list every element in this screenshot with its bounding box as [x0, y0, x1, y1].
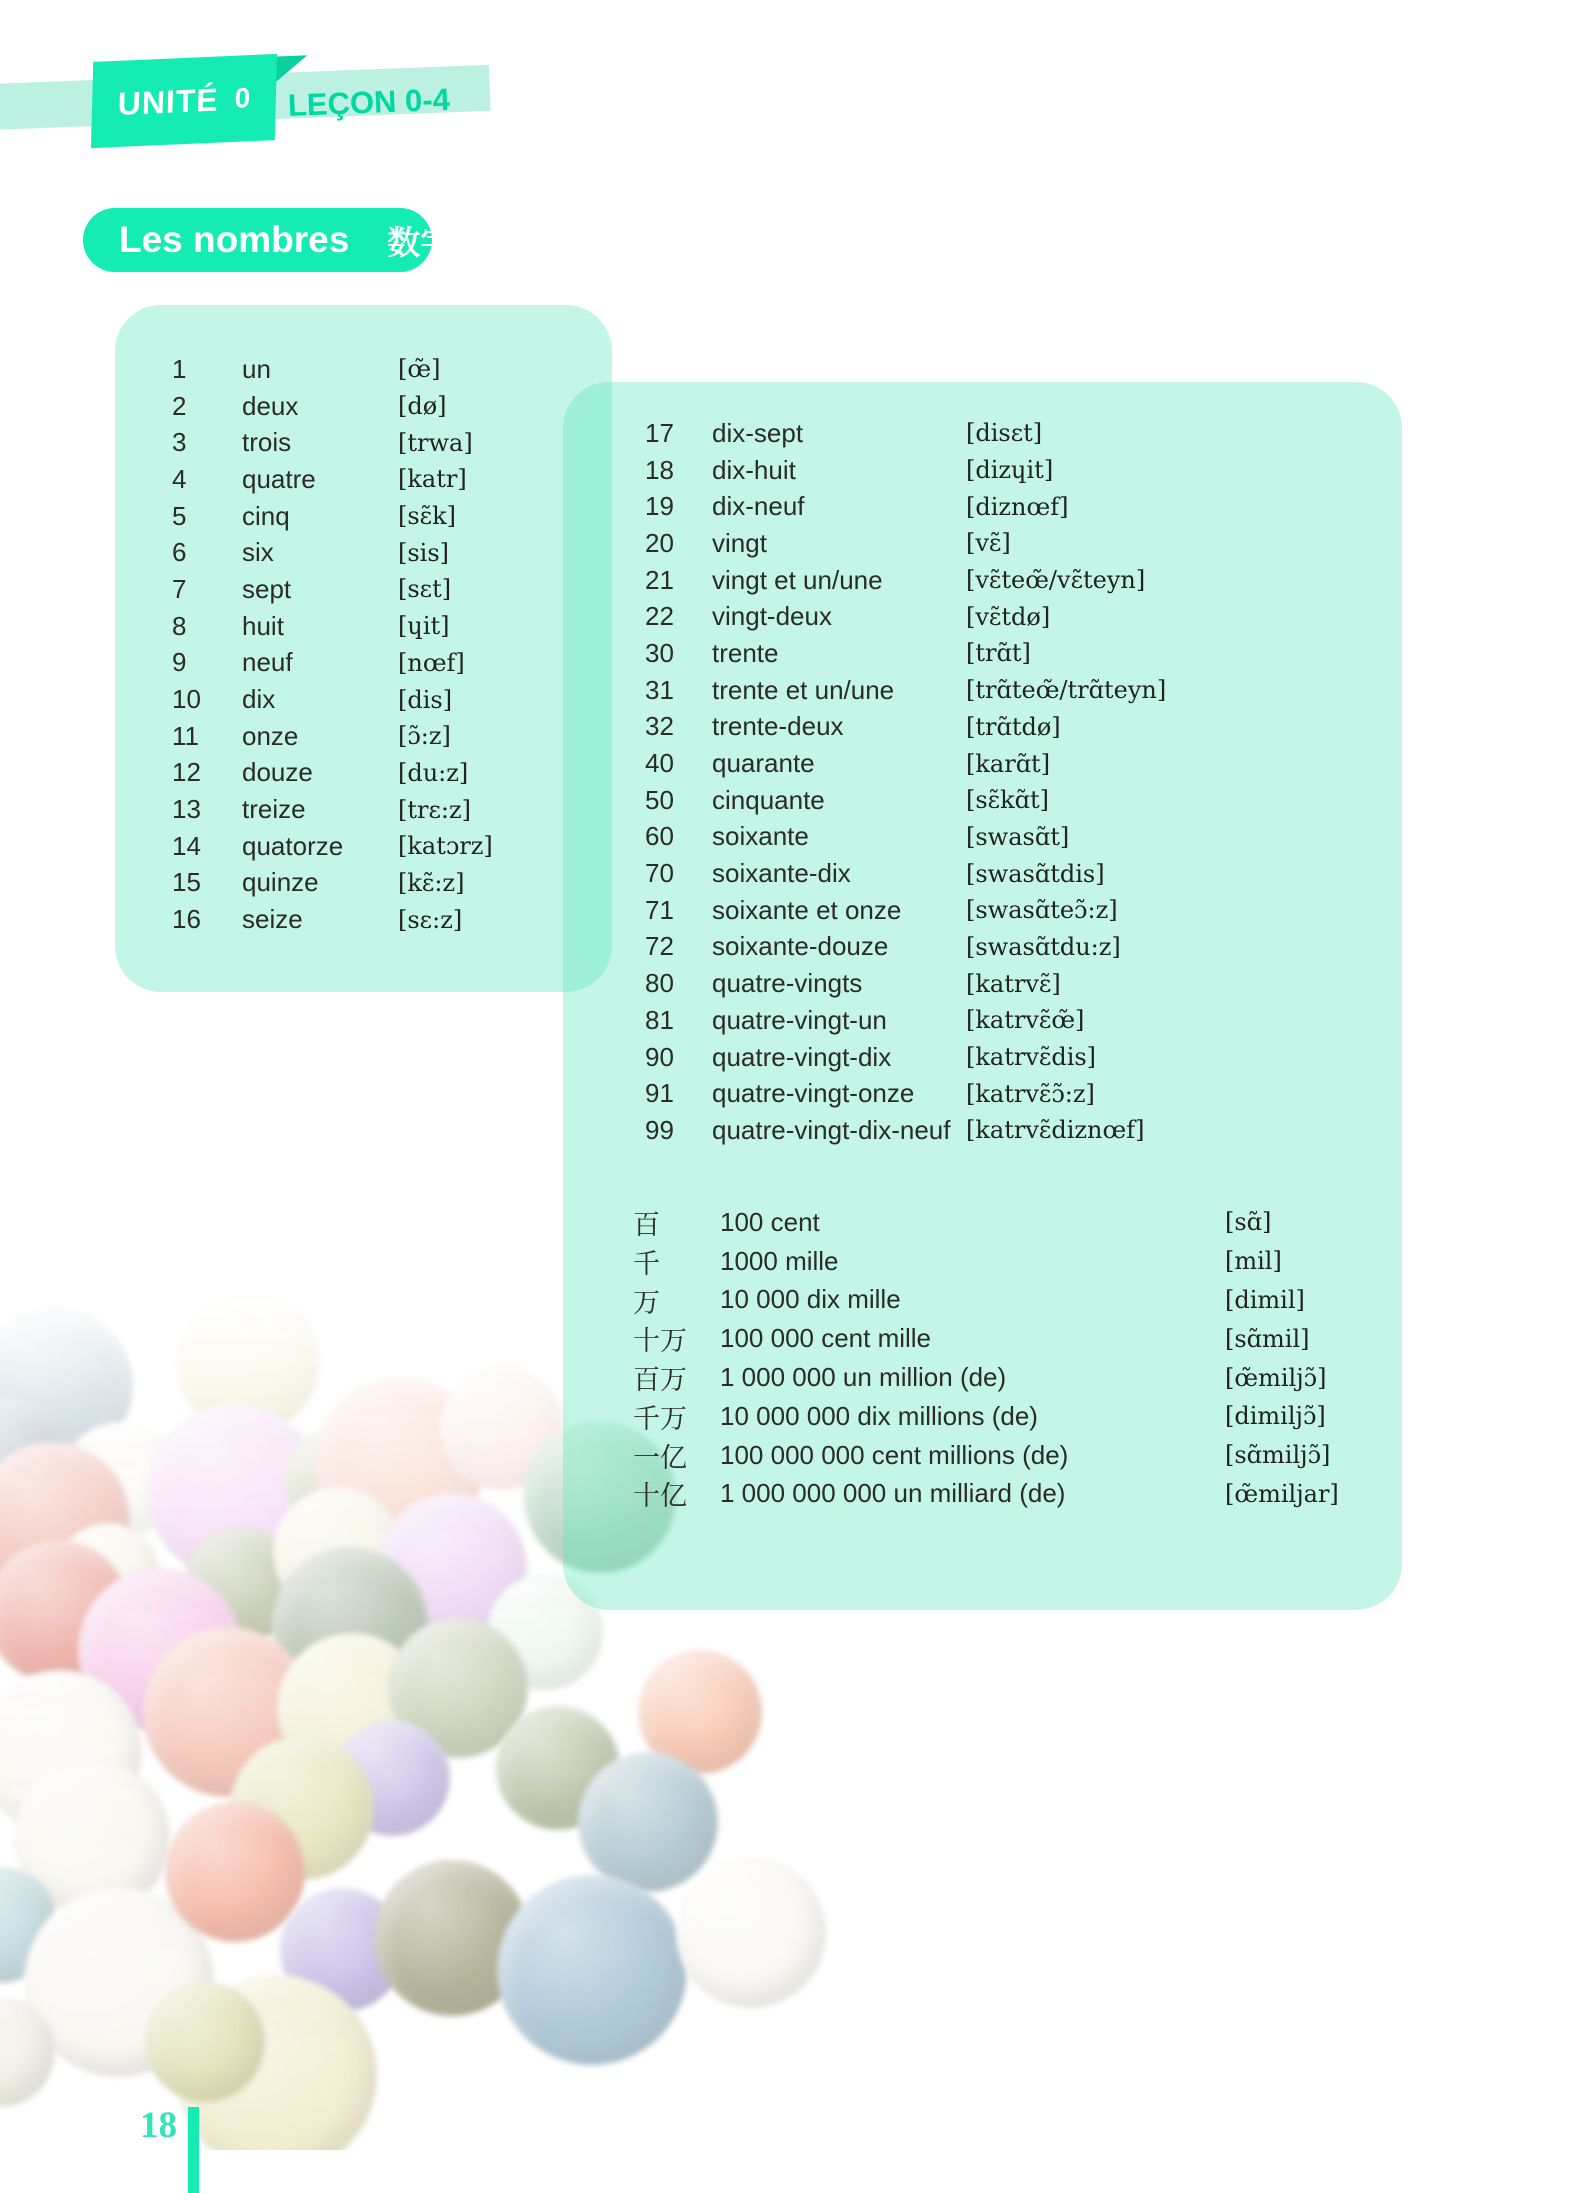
- row-french-word: trente: [712, 637, 779, 668]
- row-number: 10: [172, 684, 201, 715]
- row-number: 70: [645, 858, 674, 889]
- large-number-row: [563, 1475, 1402, 1514]
- row-french-word: vingt-deux: [712, 601, 832, 632]
- row-number: 9: [172, 647, 187, 678]
- row-number: 71: [645, 894, 674, 925]
- number-row: [563, 488, 1402, 525]
- row-ipa: [trwa]: [398, 428, 473, 457]
- number-row: [115, 608, 612, 645]
- number-row: [115, 901, 612, 938]
- row-number: 16: [172, 904, 201, 935]
- row-ipa: [sis]: [398, 538, 450, 567]
- row-value-and-word: 10 000 dix mille: [720, 1284, 901, 1315]
- number-row: [563, 782, 1402, 819]
- row-number: 19: [645, 491, 674, 522]
- row-value-and-word: 100 cent: [720, 1206, 820, 1237]
- row-number: 3: [172, 427, 187, 458]
- row-ipa: [dimiljɔ̃]: [1225, 1402, 1326, 1431]
- section-title-chinese: 数字: [387, 223, 454, 261]
- number-row: [563, 965, 1402, 1002]
- row-number: 80: [645, 968, 674, 999]
- large-number-row: [563, 1436, 1402, 1475]
- row-value-and-word: 1 000 000 un million (de): [720, 1362, 1007, 1393]
- row-chinese-numeral: 百: [633, 1209, 660, 1240]
- row-number: 30: [645, 637, 674, 668]
- unit-number: 0: [234, 82, 251, 114]
- row-number: 99: [645, 1114, 674, 1145]
- row-ipa: [swasɑ̃tdu:z]: [966, 932, 1121, 961]
- row-french-word: trente et un/une: [712, 674, 895, 705]
- row-number: 17: [645, 417, 674, 448]
- row-ipa: [ɔ̃:z]: [398, 722, 451, 751]
- row-number: 72: [645, 931, 674, 962]
- number-row: [563, 892, 1402, 929]
- row-number: 20: [645, 527, 674, 558]
- number-row: [563, 709, 1402, 746]
- section-title-pill: [83, 208, 454, 272]
- row-chinese-numeral: 百万: [633, 1365, 687, 1396]
- row-ipa: [sɛ:z]: [398, 905, 463, 934]
- row-french-word: cinquante: [712, 784, 825, 815]
- row-number: 2: [172, 390, 187, 421]
- row-french-word: quinze: [242, 867, 319, 898]
- large-number-row: [563, 1319, 1402, 1358]
- number-row: [563, 819, 1402, 856]
- number-row: [115, 828, 612, 865]
- number-row: [563, 562, 1402, 599]
- row-french-word: vingt: [712, 527, 767, 558]
- row-number: 50: [645, 784, 674, 815]
- row-number: 81: [645, 1004, 674, 1035]
- row-french-word: quatre-vingt-un: [712, 1004, 887, 1035]
- row-ipa: [vɛ̃tdø]: [966, 602, 1051, 631]
- row-number: 1: [172, 353, 187, 384]
- row-ipa: [œ̃miljɔ̃]: [1225, 1363, 1327, 1392]
- row-french-word: dix-huit: [712, 454, 796, 485]
- row-french-word: soixante-dix: [712, 858, 851, 889]
- row-ipa: [sɛ̃kɑ̃t]: [966, 786, 1050, 815]
- row-number: 7: [172, 573, 187, 604]
- felt-ball: [578, 1752, 718, 1892]
- row-ipa: [katrvɛ̃diznœf]: [966, 1116, 1145, 1145]
- row-ipa: [karɑ̃t]: [966, 749, 1051, 778]
- row-number: 15: [172, 867, 201, 898]
- row-french-word: huit: [242, 610, 284, 641]
- row-french-word: quatre-vingt-dix-neuf: [712, 1114, 951, 1145]
- number-row: [115, 424, 612, 461]
- number-row: [115, 498, 612, 535]
- row-french-word: neuf: [242, 647, 293, 678]
- number-row: [563, 929, 1402, 966]
- row-ipa: [du:z]: [398, 758, 469, 787]
- numbers-list-17-99: [563, 415, 1402, 1149]
- row-french-word: trois: [242, 427, 292, 458]
- row-ipa: [diznœf]: [966, 492, 1069, 521]
- row-number: 5: [172, 500, 187, 531]
- number-row: [115, 645, 612, 682]
- row-chinese-numeral: 十万: [633, 1326, 687, 1357]
- row-chinese-numeral: 千万: [633, 1403, 687, 1434]
- number-row: [563, 1039, 1402, 1076]
- large-number-row: [563, 1203, 1402, 1242]
- large-number-row: [563, 1397, 1402, 1436]
- row-chinese-numeral: 万: [633, 1287, 660, 1318]
- row-number: 18: [645, 454, 674, 485]
- row-value-and-word: 100 000 cent mille: [720, 1323, 932, 1354]
- row-ipa: [sɑ̃miljɔ̃]: [1225, 1441, 1331, 1470]
- row-ipa: [œ̃]: [398, 355, 441, 384]
- row-ipa: [œ̃miljar]: [1225, 1479, 1339, 1508]
- row-number: 13: [172, 794, 201, 825]
- number-row: [563, 1075, 1402, 1112]
- lesson-label: LEÇON 0-4: [287, 81, 451, 123]
- row-value-and-word: 1000 mille: [720, 1245, 839, 1276]
- row-ipa: [dis]: [398, 685, 453, 714]
- row-number: 91: [645, 1078, 674, 1109]
- row-ipa: [swasɑ̃teɔ̃:z]: [966, 896, 1118, 925]
- row-chinese-numeral: 千: [633, 1248, 660, 1279]
- row-number: 90: [645, 1041, 674, 1072]
- row-number: 4: [172, 463, 187, 494]
- number-row: [115, 351, 612, 388]
- number-row: [115, 681, 612, 718]
- row-ipa: [trɑ̃t]: [966, 639, 1031, 668]
- row-ipa: [mil]: [1225, 1247, 1282, 1276]
- row-french-word: quarante: [712, 748, 815, 779]
- row-ipa: [vɛ̃]: [966, 529, 1011, 558]
- large-number-row: [563, 1281, 1402, 1320]
- row-french-word: deux: [242, 390, 299, 421]
- numbers-panel-1-16: [115, 305, 612, 992]
- row-ipa: [swasɑ̃t]: [966, 822, 1070, 851]
- felt-ball: [676, 1858, 826, 2008]
- number-row: [563, 598, 1402, 635]
- number-row: [115, 571, 612, 608]
- felt-ball: [497, 1875, 687, 2065]
- row-number: 21: [645, 564, 674, 595]
- row-french-word: soixante-douze: [712, 931, 889, 962]
- row-ipa: [disɛt]: [966, 419, 1043, 448]
- row-number: 40: [645, 748, 674, 779]
- number-row: [563, 745, 1402, 782]
- row-value-and-word: 10 000 000 dix millions (de): [720, 1400, 1038, 1431]
- row-ipa: [sɛt]: [398, 575, 452, 604]
- row-french-word: quatorze: [242, 830, 344, 861]
- row-ipa: [katrvɛ̃œ̃]: [966, 1006, 1085, 1035]
- row-ipa: [katrvɛ̃]: [966, 969, 1061, 998]
- unit-label: UNITÉ: [117, 80, 220, 122]
- row-number: 14: [172, 830, 201, 861]
- row-ipa: [katrvɛ̃ɔ̃:z]: [966, 1079, 1095, 1108]
- row-french-word: douze: [242, 757, 313, 788]
- row-ipa: [katr]: [398, 465, 467, 494]
- row-ipa: [vɛ̃teœ̃/vɛ̃teyn]: [966, 566, 1146, 595]
- number-row: [115, 755, 612, 792]
- number-row: [115, 718, 612, 755]
- row-french-word: dix-sept: [712, 417, 804, 448]
- row-ipa: [katɔrz]: [398, 832, 493, 861]
- unit-banner: [91, 54, 277, 148]
- row-ipa: [sɛ̃k]: [398, 502, 457, 531]
- row-french-word: quatre-vingt-dix: [712, 1041, 892, 1072]
- row-number: 6: [172, 537, 187, 568]
- row-ipa: [ɥit]: [398, 612, 450, 641]
- number-row: [563, 452, 1402, 489]
- row-value-and-word: 100 000 000 cent millions (de): [720, 1439, 1069, 1470]
- row-french-word: quatre-vingts: [712, 968, 863, 999]
- row-french-word: cinq: [242, 500, 290, 531]
- numbers-panel-17-99: [563, 382, 1402, 1610]
- number-row: [563, 1002, 1402, 1039]
- row-value-and-word: 1 000 000 000 un milliard (de): [720, 1478, 1066, 1509]
- number-row: [115, 388, 612, 425]
- number-row: [563, 1112, 1402, 1149]
- row-ipa: [trɑ̃tdø]: [966, 712, 1061, 741]
- row-number: 12: [172, 757, 201, 788]
- number-row: [115, 865, 612, 902]
- number-row: [563, 525, 1402, 562]
- row-ipa: [trɑ̃teœ̃/trɑ̃teyn]: [966, 676, 1167, 705]
- row-chinese-numeral: 一亿: [633, 1442, 687, 1473]
- row-chinese-numeral: 十亿: [633, 1481, 687, 1512]
- row-number: 31: [645, 674, 674, 705]
- row-ipa: [dø]: [398, 392, 447, 421]
- row-french-word: quatre: [242, 463, 316, 494]
- large-number-row: [563, 1242, 1402, 1281]
- felt-ball: [145, 1982, 265, 2102]
- row-french-word: vingt et un/une: [712, 564, 883, 595]
- row-ipa: [swasɑ̃tdis]: [966, 859, 1105, 888]
- row-french-word: treize: [242, 794, 306, 825]
- row-french-word: trente-deux: [712, 711, 844, 742]
- row-ipa: [dimil]: [1225, 1285, 1305, 1314]
- row-french-word: soixante et onze: [712, 894, 902, 925]
- section-title-french: Les nombres: [119, 219, 350, 260]
- page-number: 18: [140, 2105, 177, 2146]
- number-row: [563, 855, 1402, 892]
- large-number-row: [563, 1358, 1402, 1397]
- row-ipa: [katrvɛ̃dis]: [966, 1043, 1097, 1072]
- number-row: [115, 791, 612, 828]
- row-french-word: dix: [242, 684, 276, 715]
- row-number: 11: [172, 720, 199, 751]
- row-french-word: seize: [242, 904, 303, 935]
- row-french-word: onze: [242, 720, 299, 751]
- number-row: [115, 461, 612, 498]
- number-row: [563, 635, 1402, 672]
- banner-fold: [271, 55, 308, 85]
- row-french-word: soixante: [712, 821, 809, 852]
- numbers-list-1-16: [115, 351, 612, 938]
- large-numbers-list: [563, 1203, 1402, 1513]
- felt-ball: [165, 1802, 305, 1942]
- row-french-word: dix-neuf: [712, 491, 805, 522]
- row-french-word: quatre-vingt-onze: [712, 1078, 915, 1109]
- row-ipa: [trɛ:z]: [398, 795, 472, 824]
- row-number: 8: [172, 610, 187, 641]
- row-ipa: [kɛ̃:z]: [398, 868, 465, 897]
- row-ipa: [dizɥit]: [966, 456, 1054, 485]
- row-ipa: [nœf]: [398, 648, 465, 677]
- number-row: [563, 415, 1402, 452]
- row-ipa: [sɑ̃]: [1225, 1208, 1272, 1237]
- row-french-word: six: [242, 537, 274, 568]
- row-number: 60: [645, 821, 674, 852]
- row-ipa: [sɑ̃mil]: [1225, 1324, 1310, 1353]
- row-french-word: un: [242, 353, 271, 384]
- row-number: 32: [645, 711, 674, 742]
- number-row: [563, 672, 1402, 709]
- row-number: 22: [645, 601, 674, 632]
- number-row: [115, 534, 612, 571]
- page-edge-bar: [188, 2107, 199, 2193]
- row-french-word: sept: [242, 573, 292, 604]
